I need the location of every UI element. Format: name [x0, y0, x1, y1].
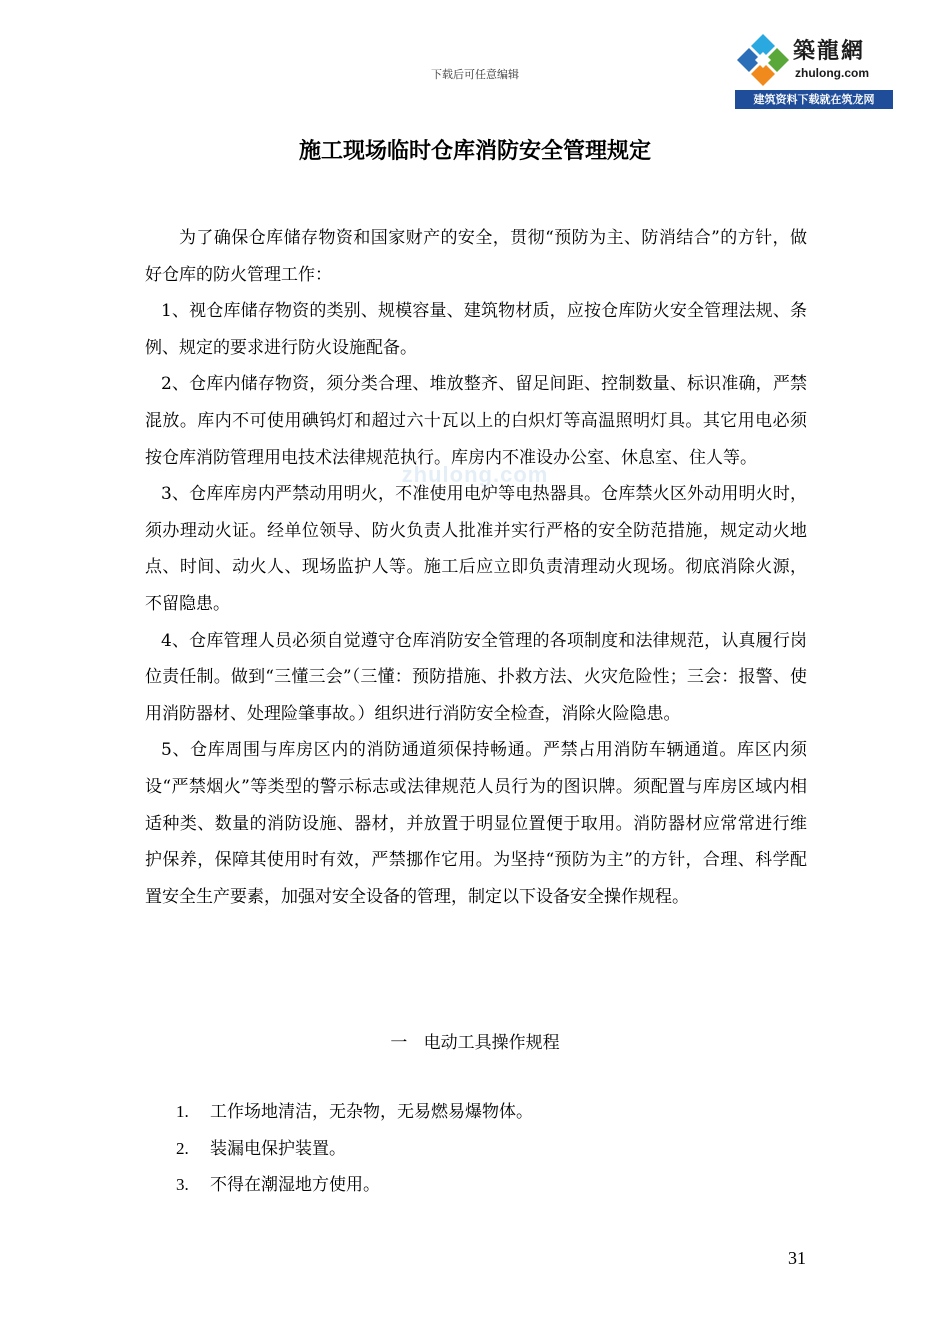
list-item	[176, 1167, 533, 1204]
rule-item-2: 2、仓库内储存物资，须分类合理、堆放整齐、留足间距、控制数量、标识准确，严禁混放。库内不可使用碘钨灯和超过六十瓦以上的白炽灯等高温照明灯具。其它用电必须按仓库消防管理用电技术法律规范执行。库房内不准设办公室、休息室、住人等。	[145, 374, 807, 468]
rule-item-1: 1、视仓库储存物资的类别、规模容量、建筑物材质，应按仓库防火安全管理法规、条例、规定的要求进行防火设施配备。	[145, 301, 807, 358]
procedure-list	[176, 1094, 533, 1204]
list-item	[176, 1131, 533, 1168]
list-item-number: 1.	[176, 1102, 189, 1121]
rule-item-3: 3、仓库库房内严禁动用明火，不准使用电炉等电热器具。仓库禁火区外动用明火时，须办理动火证。经单位领导、防火负责人批准并实行严格的安全防范措施，规定动火地点、时间、动火人、现场监护人等。施工后应立即负责清理动火现场。彻底消除火源，不留隐患。	[145, 484, 807, 614]
list-item	[176, 1094, 533, 1131]
section-heading: 一 电动工具操作规程	[390, 1033, 560, 1053]
document-body	[145, 220, 807, 915]
list-item-text: 工作场地清洁，无杂物，无易燃易爆物体。	[210, 1102, 533, 1122]
header-note: 下载后可任意编辑	[431, 68, 519, 81]
rule-item-4: 4、仓库管理人员必须自觉遵守仓库消防安全管理的各项制度和法律规范，认真履行岗位责任制。做到“三懂三会”（三懂：预防措施、扑救方法、火灾危险性；三会：报警、使用消防器材、处理险肇事故。）组织进行消防安全检查，消除火险隐患。	[145, 630, 807, 724]
list-item-number: 2.	[176, 1138, 189, 1158]
logo-top	[735, 32, 893, 90]
logo-domain: zhulong.com	[795, 66, 869, 80]
list-item-text: 不得在潮湿地方使用。	[210, 1175, 380, 1195]
watermark: zhulong.com	[401, 462, 549, 487]
logo-name-cn: 築龍網	[793, 39, 866, 64]
list-item-text: 装漏电保护装置。	[210, 1138, 346, 1159]
zhulong-logo[interactable]	[735, 32, 893, 109]
list-item-number: 3.	[176, 1175, 189, 1194]
document-title: 施工现场临时仓库消防安全管理规定	[298, 139, 651, 164]
logo-mark-icon	[735, 32, 791, 88]
page-number: 31	[788, 1248, 806, 1268]
intro-paragraph: 为了确保仓库储存物资和国家财产的安全，贯彻“预防为主、防消结合”的方针，做好仓库的防火管理工作：	[145, 228, 807, 285]
rule-item-5: 5、仓库周围与库房区内的消防通道须保持畅通。严禁占用消防车辆通道。库区内须设“严禁烟火”等类型的警示标志或法律规范人员行为的图识牌。须配置与库房区域内相适种类、数量的消防设施、器材，并放置于明显位置便于取用。消防器材应常常进行维护保养，保障其使用时有效，严禁挪作它用。为坚持“预防为主”的方针，合理、科学配置安全生产要素，加强对安全设备的管理，制定以下设备安全操作规程。	[145, 740, 807, 907]
logo-slogan: 建筑资料下载就在筑龙网	[735, 90, 893, 109]
